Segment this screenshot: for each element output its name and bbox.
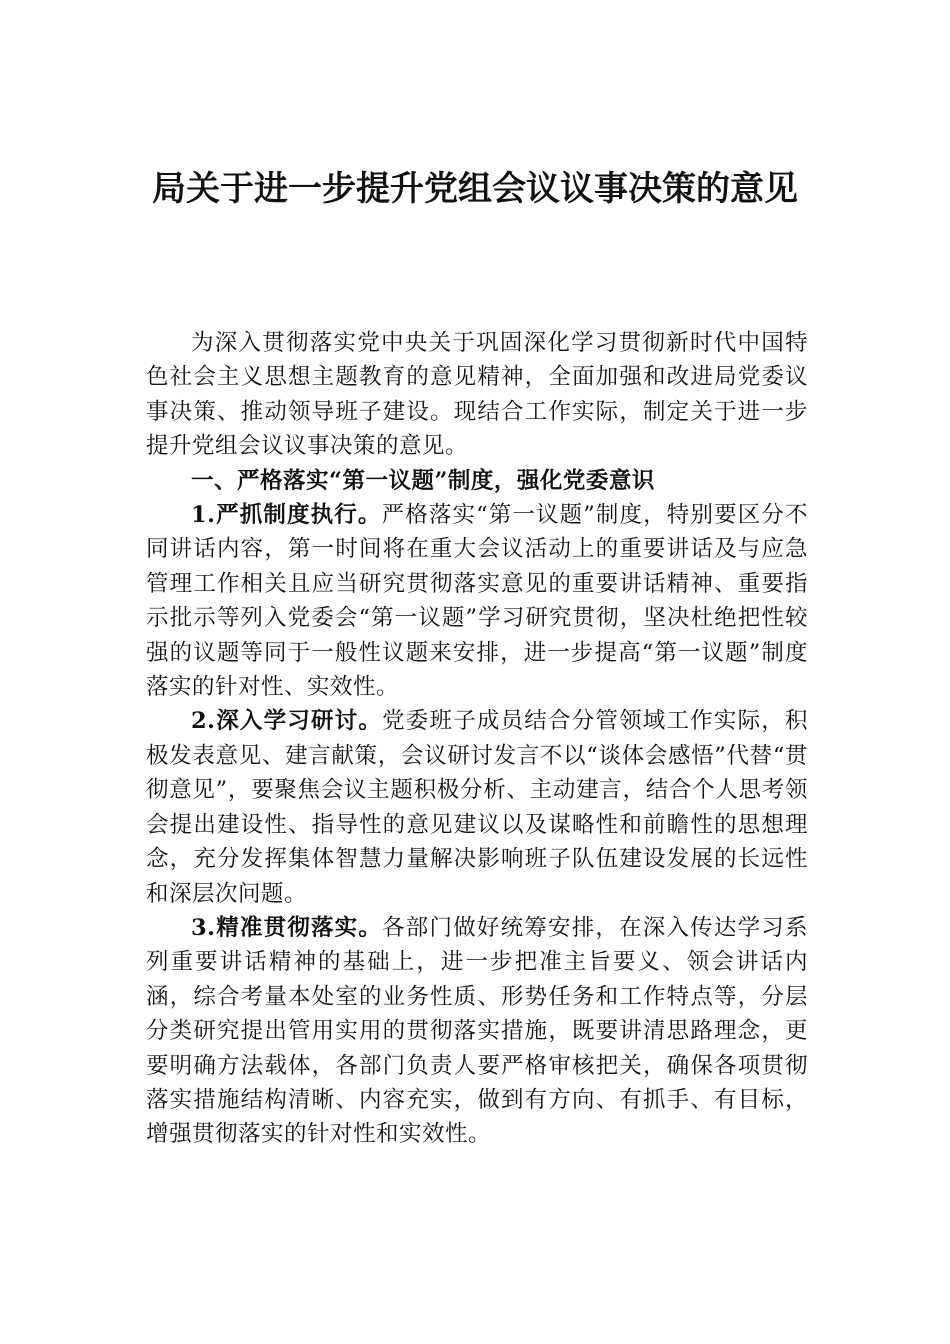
item-text-3: 各部门做好统筹安排，在深入传达学习系列重要讲话精神的基础上，进一步把准主旨要义、领会讲话内涵，综合考量本处室的业务性质、形势任务和工作特点等，分层分类研究提出管用实用的贯彻落实措施，既要讲清思路理念，更要明确方法载体，各部门负责人要严格审核把关，确保各项贯彻落实措施结构清晰、内容充实，做到有方向、有抓手、有目标，增强贯彻落实的针对性和实效性。 [146,914,808,1148]
intro-paragraph: 为深入贯彻落实党中央关于巩固深化学习贯彻新时代中国特色社会主义思想主题教育的意见精神，全面加强和改进局党委议事决策、推动领导班子建设。现结合工作实际，制定关于进一步提升党组会议议事决策的意见。 [146,330,808,460]
item-paragraph-3 [146,911,808,1152]
item-paragraph-1 [146,498,808,704]
document-title: 局关于进一步提升党组会议议事决策的意见 [152,169,798,209]
document-body [146,326,808,1152]
section-heading-1: 一、严格落实“第一议题”制度，强化党委意识 [191,467,655,494]
item-lead-3: 3.精准贯彻落实。 [191,914,383,941]
item-lead-1: 1.严抓制度执行。 [191,502,382,529]
item-text-1: 严格落实“第一议题”制度，特别要区分不同讲话内容，第一时间将在重大会议活动上的重要讲话及与应急管理工作相关且应当研究贯彻落实意见的重要讲话精神、重要指示批示等列入党委会“第一议题”学习研究贯彻，坚决杜绝把性较强的议题等同于一般性议题来安排，进一步提高“第一议题”制度落实的针对性、实效性。 [146,502,808,701]
item-lead-2: 2.深入学习研讨。 [191,708,383,735]
item-text-2: 党委班子成员结合分管领域工作实际，积极发表意见、建言献策，会议研讨发言不以“谈体会感悟”代替“贯彻意见”，要聚焦会议主题积极分析、主动建言，结合个人思考领会提出建设性、指导性的意见建议以及谋略性和前瞻性的思想理念，充分发挥集体智慧力量解决影响班子队伍建设发展的长远性和深层次问题。 [146,708,808,907]
item-paragraph-2 [146,704,808,910]
